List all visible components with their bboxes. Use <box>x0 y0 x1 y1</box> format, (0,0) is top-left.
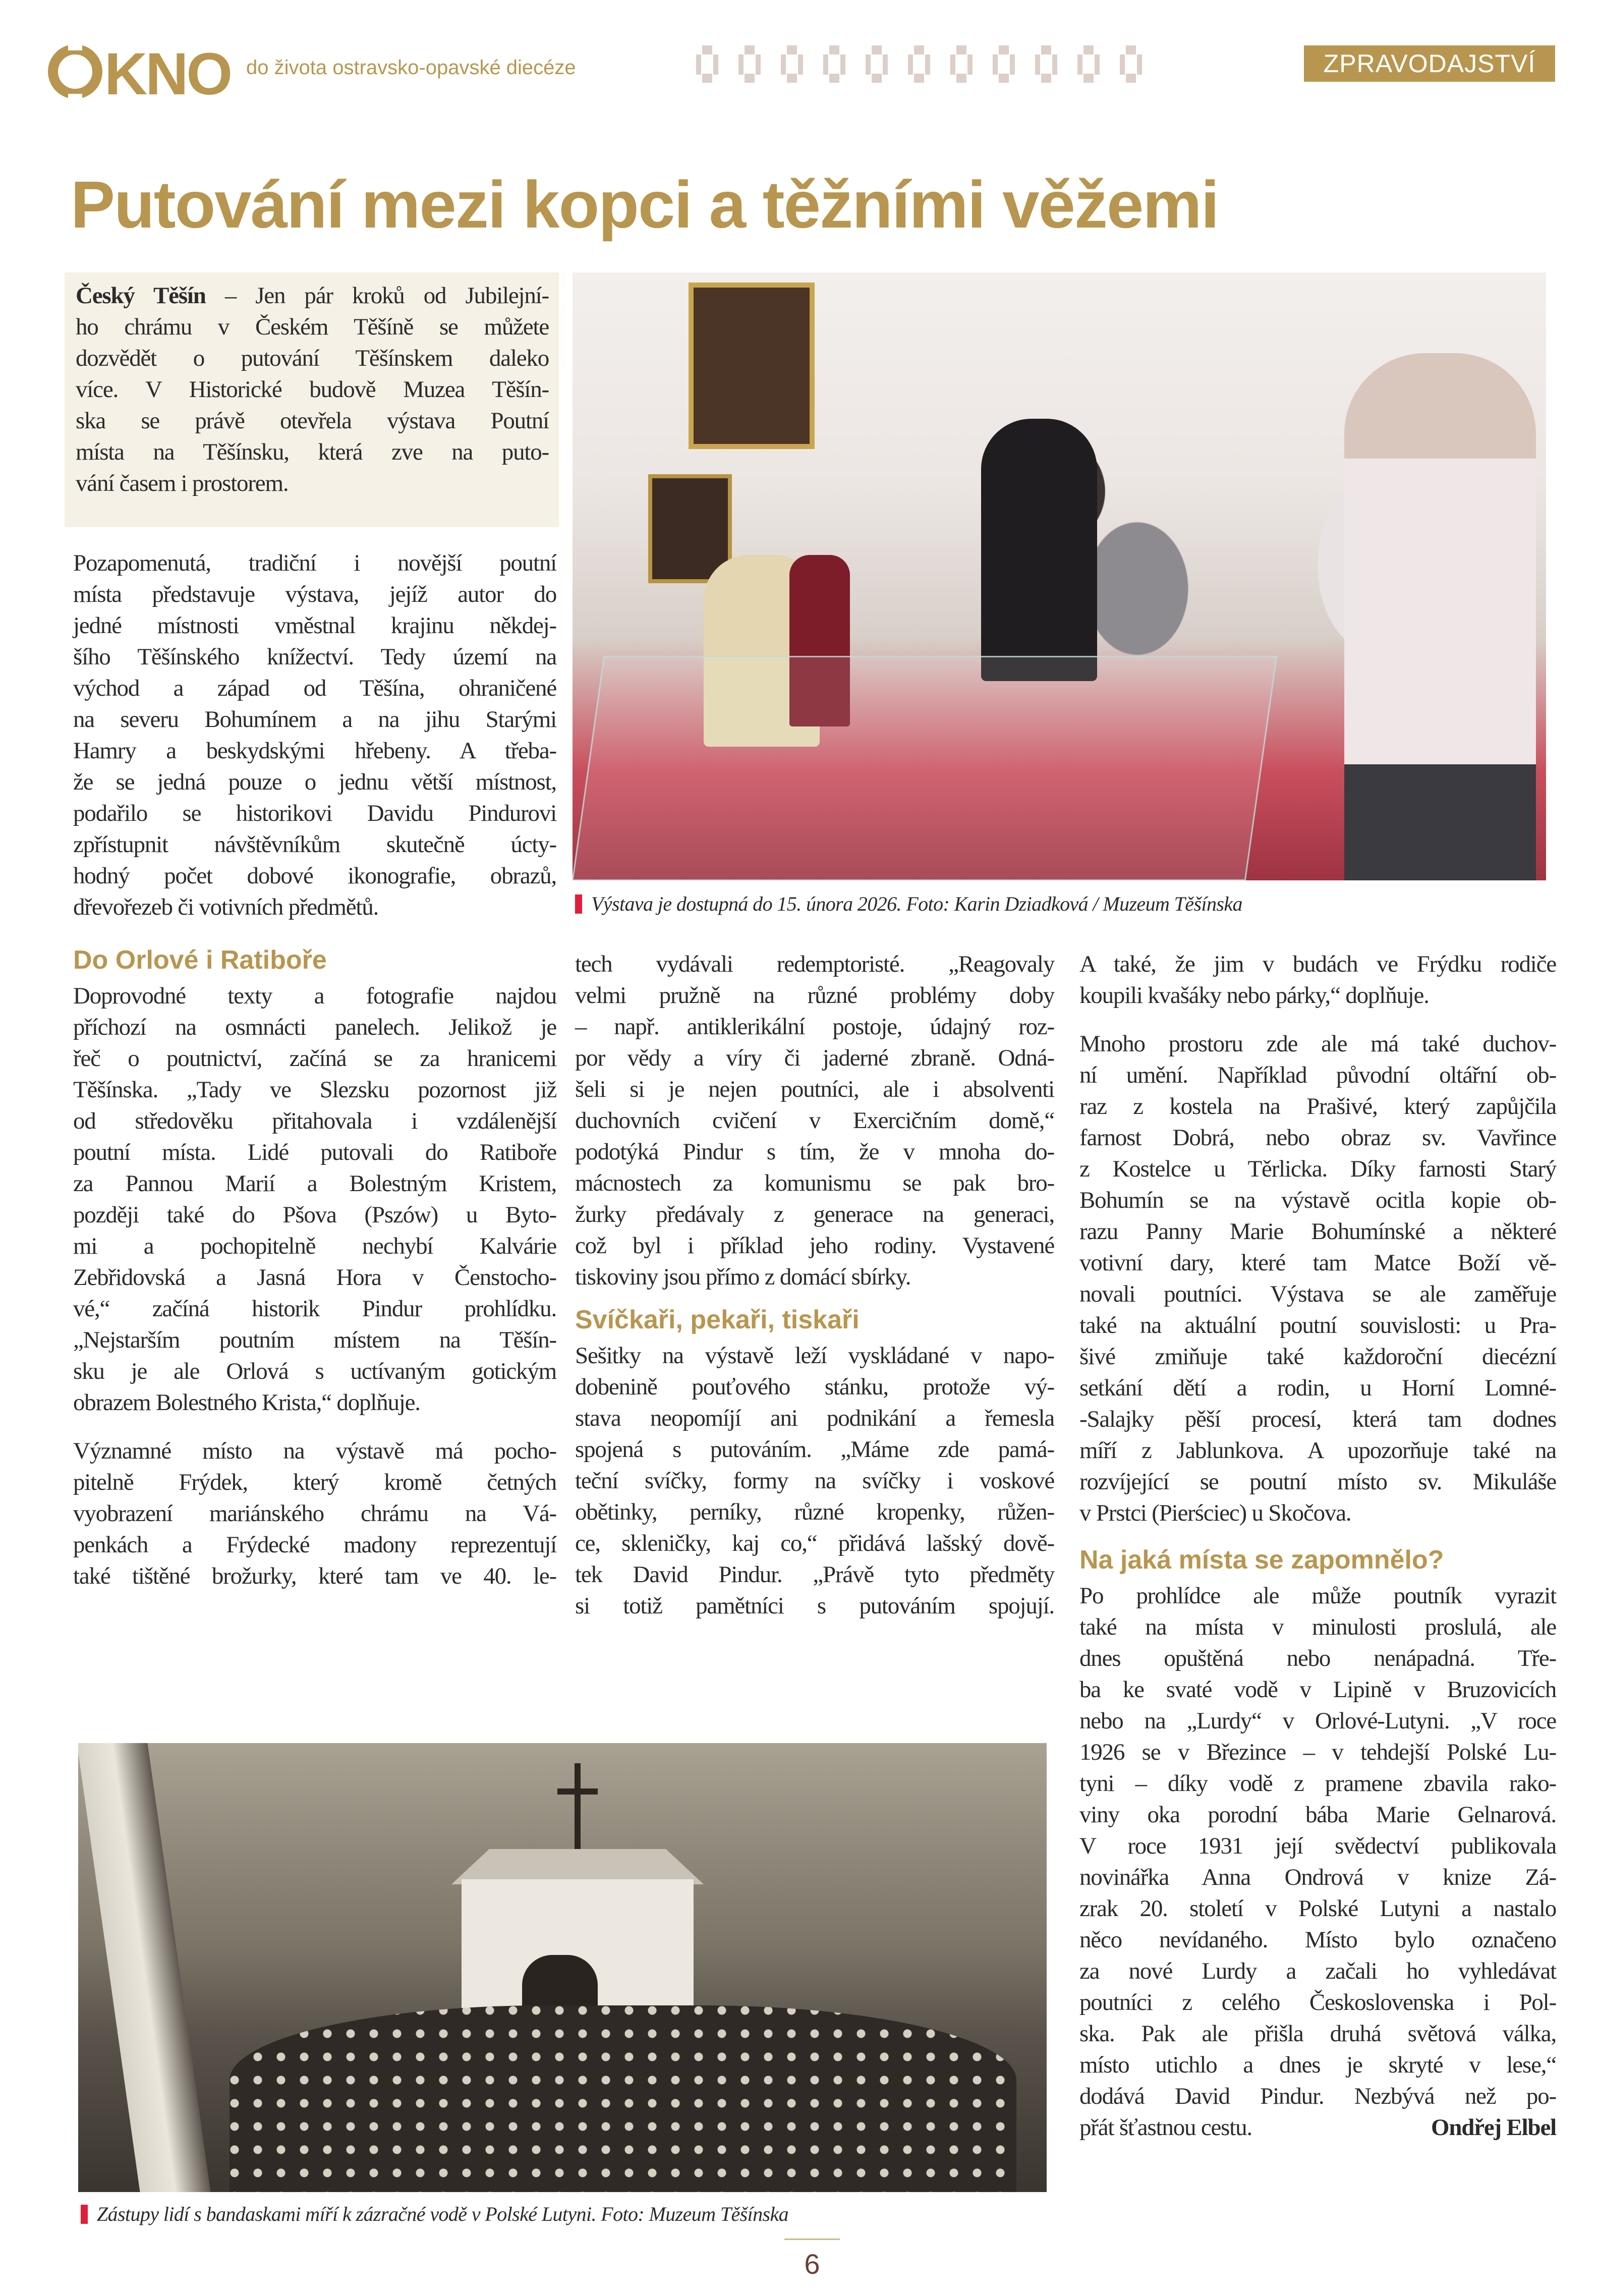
text-line: – např. antiklerikální postoje, údajný roz- <box>575 1014 1054 1040</box>
text-line: 1926 se v Březince – v tehdejší Polské Lu- <box>1079 1739 1556 1765</box>
text-line: zrak 20. století v Polské Lutyni a nastalo <box>1079 1895 1556 1922</box>
lead-line: více. V Historické budově Muzea Těšín- <box>76 376 549 403</box>
tagline: do života ostravsko-opavské diecéze <box>246 57 576 79</box>
birch-tree <box>78 1743 211 2192</box>
text-line: Pozapomenutá, tradiční i novější poutní <box>73 550 556 576</box>
display-case <box>573 656 1277 880</box>
okno-logo <box>48 41 230 107</box>
lead-line: vání časem i prostorem. <box>76 470 289 496</box>
lead-line: Český Těšín – Jen pár kroků od Jubilejní- <box>76 283 549 309</box>
ornament-icon <box>1030 45 1062 83</box>
text-line: východ a západ od Těšína, ohraničené <box>73 675 556 701</box>
ornament-icon <box>818 45 850 83</box>
section-heading: Na jaká místa se zapomnělo? <box>1079 1545 1444 1575</box>
column-2 <box>575 948 1054 1621</box>
text-line: ba ke svaté vodě v Lipině v Bruzovicích <box>1079 1676 1556 1703</box>
section-heading: Svíčkaři, pekaři, tiskaři <box>575 1305 860 1334</box>
paragraph <box>1079 1580 1556 2143</box>
text-line: V roce 1931 její svědectví publikovala <box>1079 1833 1556 1859</box>
text-line: mácnostech za komunismu se pak bro- <box>575 1170 1054 1196</box>
crowd <box>230 2005 1016 2192</box>
text-line: Těšínska. „Tady ve Slezsku pozornost již <box>73 1077 556 1103</box>
text-line: raz z kostela na Prašivé, který zapůjčila <box>1079 1093 1556 1119</box>
text-line: teční svíčky, formy na svíčky i voskové <box>575 1468 1054 1494</box>
text-line: příchozí na osmnácti panelech. Jelikož je <box>73 1014 556 1040</box>
text-line: Mnoho prostoru zde ale má také duchov- <box>1079 1031 1556 1057</box>
text-line: přát šťastnou cestu. Ondřej Elbel <box>1079 2112 1556 2143</box>
text-line: novali poutníci. Výstava se ale zaměřuje <box>1079 1281 1556 1307</box>
text-line: vé,“ začíná historik Pindur prohlídku. <box>73 1296 556 1322</box>
text-line: z Kostelce u Těrlicka. Díky farnosti Starý <box>1079 1156 1556 1182</box>
text-line: podařilo se historikovi Davidu Pindurovi <box>73 800 556 826</box>
text-line: Hamry a beskydskými hřebeny. A třeba- <box>73 738 556 764</box>
text-line: tyni – díky vodě z pramene zbavila rako- <box>1079 1770 1556 1797</box>
cross-icon <box>557 1788 598 1795</box>
text-line: v Prstci (Pierściec) u Skočova. <box>1079 1500 1351 1526</box>
page-number: 6 <box>804 2248 820 2280</box>
text-line: -Salajky pěší procesí, která tam dodnes <box>1079 1406 1556 1432</box>
text-line: zpřístupnit návštěvníkům skutečně úcty- <box>73 831 556 858</box>
ornament-icon <box>945 45 978 83</box>
text-line: šího Těšínského knížectví. Tedy území na <box>73 644 556 670</box>
text-line: mi a pochopitelně nechybí Kalvárie <box>73 1233 556 1259</box>
ornament-icon <box>776 45 808 83</box>
photo-caption-top: Výstava je dostupná do 15. února 2026. Foto: Karin Dziadková / Muzeum Těšínska <box>575 892 1242 916</box>
text-line: od středověku přitahovala i vzdálenější <box>73 1108 556 1134</box>
text-line: stava neopomíjí ani podnikání a řemesla <box>575 1405 1054 1431</box>
text-line: že se jedná pouze o jednu větší místnost, <box>73 769 556 795</box>
text-line: Doprovodné texty a fotografie najdou <box>73 983 556 1009</box>
ornament-icon <box>733 45 766 83</box>
text-line: si totiž pamětníci s putováním spojují. <box>575 1593 1054 1619</box>
text-line: Bohumín se na výstavě ocitla kopie ob- <box>1079 1187 1556 1213</box>
paragraph <box>1079 1028 1556 1529</box>
text-line: Významné místo na výstavě má pocho- <box>73 1438 556 1464</box>
text-line: také na místa v minulosti proslulá, ale <box>1079 1614 1556 1640</box>
text-line: dobenině pouťového stánku, protože vý- <box>575 1374 1054 1400</box>
text-line: nebo na „Lurdy“ v Orlové-Lutyni. „V roce <box>1079 1708 1556 1734</box>
ornament-icon <box>861 45 893 83</box>
text-line: za nové Lurdy a začali ho vyhledávat <box>1079 1958 1556 1984</box>
paragraph <box>73 547 556 923</box>
text-line: ní umění. Například původní oltářní ob- <box>1079 1062 1556 1088</box>
lead-line: ska se právě otevřela výstava Poutní <box>76 408 549 434</box>
lead-line: místa na Těšínsku, která zve na puto- <box>76 439 549 465</box>
paragraph <box>575 1340 1054 1621</box>
text-line: poutníci z celého Československa i Pol- <box>1079 1989 1556 2015</box>
text-line: razu Panny Marie Bohumínské a některé <box>1079 1218 1556 1245</box>
text-line: žurky předávaly z generace na generaci, <box>575 1201 1054 1227</box>
column-1 <box>73 547 556 1592</box>
text-line: šeli si je nejen poutníci, ale i absolventi <box>575 1076 1054 1102</box>
lead-paragraph <box>76 280 549 499</box>
text-line: později také do Pšova (Pszów) u Byto- <box>73 1202 556 1228</box>
text-line: por vědy a víry či jaderné zbraně. Odná- <box>575 1045 1054 1071</box>
text-line: místo utichlo a dnes je skryté v lese,“ <box>1079 2052 1556 2078</box>
logo-ring-icon <box>48 44 102 99</box>
text-line: řeč o poutnictví, začíná se za hranicemi <box>73 1045 556 1072</box>
cross-icon <box>575 1763 581 1849</box>
lead-place: Český Těšín <box>76 283 206 309</box>
logo-gap-top <box>68 42 82 50</box>
text-line: „Nejstarším poutním místem na Těšín- <box>73 1327 556 1353</box>
paragraph <box>73 1435 556 1592</box>
text-line: rozvíjející se poutní místo sv. Mikuláše <box>1079 1469 1556 1495</box>
text-line: ska. Pak ale přišla druhá světová válka, <box>1079 2021 1556 2047</box>
text-line: poutní místa. Lidé putovali do Ratiboře <box>73 1139 556 1165</box>
page-number-rule <box>784 2238 840 2240</box>
text-line: šivé zmiňuje také každoroční diecézní <box>1079 1343 1556 1370</box>
ornament-icon <box>1072 45 1105 83</box>
text-line: duchovních cvičení v Exercičním domě,“ <box>575 1107 1054 1134</box>
section-heading: Do Orlové i Ratiboře <box>73 945 327 975</box>
text-line: velmi pružně na různé problémy doby <box>575 982 1054 1009</box>
logo-gap-bottom <box>68 94 82 102</box>
text-line: dnes opuštěná nebo nenápadná. Tře- <box>1079 1645 1556 1671</box>
text-line: viny oka porodní bába Marie Gelnarová. <box>1079 1802 1556 1828</box>
text-line: sku je ale Orlová s uctívaným gotickým <box>73 1358 556 1384</box>
text-line: A také, že jim v budách ve Frýdku rodiče <box>1079 951 1556 977</box>
paragraph <box>1079 948 1556 1011</box>
ornament-icon <box>691 45 723 83</box>
text-line: což byl i příklad jeho rodiny. Vystavené <box>575 1233 1054 1259</box>
text-line: podotýká Pindur s tím, že v mnoha do- <box>575 1139 1054 1165</box>
logo-text: KNO <box>104 41 231 107</box>
text-line: votivní dary, které tam Matce Boží vě- <box>1079 1250 1556 1276</box>
ornament-icon <box>903 45 935 83</box>
text-line: penkách a Frýdecké madony reprezentují <box>73 1532 556 1558</box>
text-line: setkání dětí a rodin, u Horní Lomné- <box>1079 1375 1556 1401</box>
text-line: tiskoviny jsou přímo z domácí sbírky. <box>575 1264 911 1290</box>
text-line: míří z Jablunkova. A upozorňuje také na <box>1079 1437 1556 1464</box>
text-line: tek David Pindur. „Právě tyto předměty <box>575 1561 1054 1588</box>
ornament-icon <box>1115 45 1147 83</box>
text-line: Sešitky na výstavě leží vyskládané v napo- <box>575 1342 1054 1369</box>
text-line: také tištěné brožurky, které tam ve 40. le- <box>73 1563 556 1589</box>
lead-line: ho chrámu v Českém Těšíně se můžete <box>76 314 549 340</box>
text-line: Zebřidovská a Jasná Hora v Čenstocho- <box>73 1264 556 1291</box>
text-line: také na aktuální poutní souvislosti: u Pra- <box>1079 1312 1556 1338</box>
visitor <box>1344 353 1536 880</box>
paragraph <box>73 980 556 1418</box>
caption-marker-icon <box>575 894 582 914</box>
text-line: tech vydávali redemptoristé. „Reagovaly <box>575 951 1054 977</box>
text-line: pitelně Frýdek, který kromě četných <box>73 1469 556 1495</box>
text-line: obrazem Bolestného Krista,“ doplňuje. <box>73 1389 420 1416</box>
text-line: místa představuje výstava, jejíž autor do <box>73 581 556 607</box>
visitor <box>981 419 1097 681</box>
text-line: ce, skleničky, kaj co,“ přidává lašský dově- <box>575 1530 1054 1556</box>
ornament-row <box>691 45 1286 86</box>
text-line: spojená s putováním. „Máme zde pamá- <box>575 1436 1054 1463</box>
text-line: jedné místnosti vměstnal krajinu někdej- <box>73 612 556 639</box>
text-line: hodný počet dobové ikonografie, obrazů, <box>73 863 556 889</box>
painting-frame <box>689 283 815 449</box>
text-line: na severu Bohumínem a na jihu Starými <box>73 706 556 733</box>
article-title: Putování mezi kopci a těžními věžemi <box>71 167 1219 242</box>
text-line: farnost Dobrá, nebo obraz sv. Vavřince <box>1079 1125 1556 1151</box>
paragraph <box>575 948 1054 1293</box>
text-line: vyobrazení mariánského chrámu na Vá- <box>73 1500 556 1527</box>
text-line: novinářka Anna Ondrová v knize Zá- <box>1079 1864 1556 1890</box>
text-line: koupili kvašáky nebo párky,“ doplňuje. <box>1079 982 1429 1009</box>
historical-photo <box>78 1743 1047 2192</box>
author-byline: Ondřej Elbel <box>1431 2114 1556 2141</box>
text-line: dřevořezeb či votivních předmětů. <box>73 894 379 920</box>
text-line: obětinky, perníky, různé kropenky, růžen- <box>575 1499 1054 1525</box>
caption-marker-icon <box>81 2205 88 2224</box>
text-line: za Pannou Marií a Bolestným Kristem, <box>73 1170 556 1197</box>
ornament-icon <box>988 45 1020 83</box>
lead-line: dozvědět o putování Těšínskem daleko <box>76 345 549 371</box>
text-line: něco nevídaného. Místo bylo označeno <box>1079 1927 1556 1953</box>
text-line: Po prohlídce ale může poutník vyrazit <box>1079 1583 1556 1609</box>
column-3 <box>1079 948 1556 2143</box>
photo-caption-bottom: Zástupy lidí s bandaskami míří k zázračné vodě v Polské Lutyni. Foto: Muzeum Těšínska <box>81 2202 788 2226</box>
section-badge: ZPRAVODAJSTVÍ <box>1304 45 1555 82</box>
text-line: dodává David Pindur. Nezbývá než po- <box>1079 2083 1556 2109</box>
exhibition-photo <box>573 272 1546 880</box>
